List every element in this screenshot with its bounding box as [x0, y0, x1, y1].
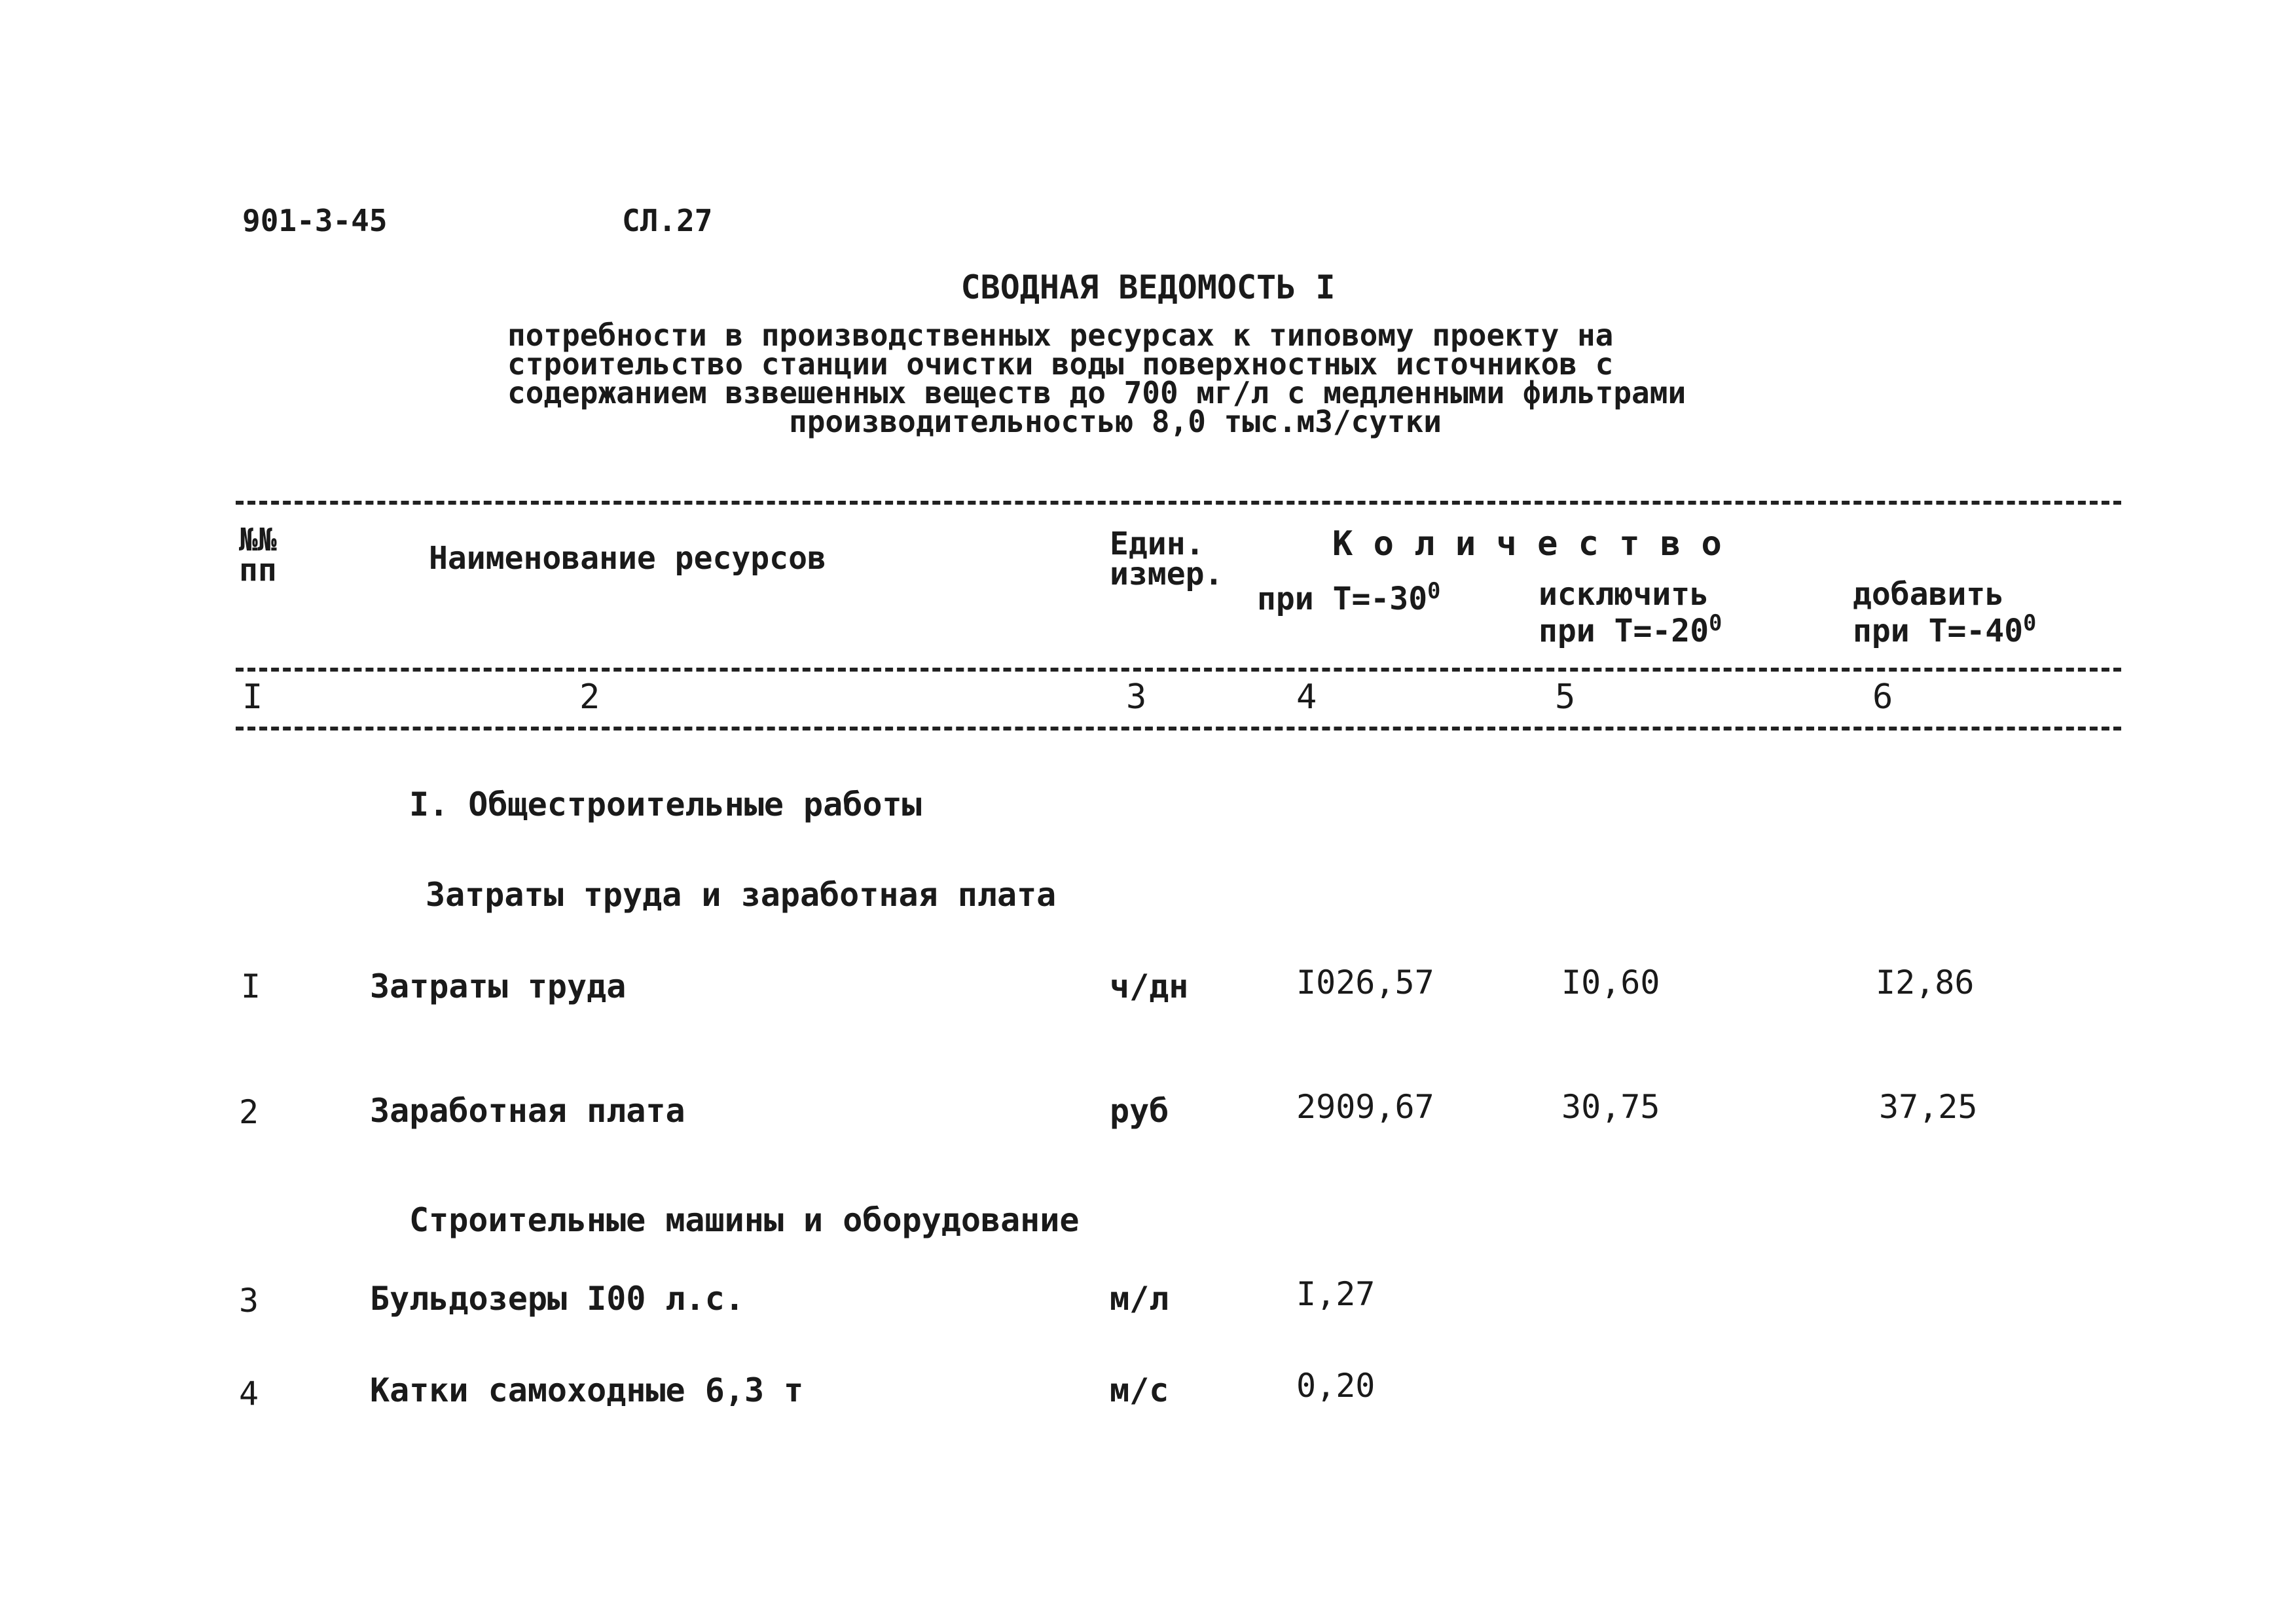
col-number-2: 2	[579, 677, 600, 717]
header-unit-line-1: Един.	[1110, 526, 1205, 562]
header-num-line-1: №№	[239, 522, 277, 558]
section-title: I. Общестроительные работы	[409, 785, 922, 823]
col-number-3: 3	[1126, 677, 1147, 717]
row-resource-name: Катки самоходные 6,3 т	[370, 1371, 804, 1409]
header-num-line-2: пп	[239, 552, 277, 588]
row-resource-name: Заработная плата	[370, 1092, 685, 1130]
row-number: 3	[239, 1282, 259, 1320]
col-number-6: 6	[1872, 677, 1893, 717]
row-qty-exclude: 30,75	[1561, 1088, 1660, 1126]
sheet-number: СЛ.27	[622, 203, 713, 238]
row-qty-t30: I026,57	[1296, 964, 1434, 1001]
document-code: 901-3-45	[242, 203, 388, 238]
header-quantity: К о л и ч е с т в о	[1332, 524, 1722, 564]
subtitle-line-1: потребности в производственных ресурсах к типовому проекту на	[507, 317, 1614, 353]
col-number-4: 4	[1296, 677, 1317, 717]
header-exclude-line-2: при $Т=-20^0$	[1539, 610, 1722, 649]
row-qty-t30: 2909,67	[1296, 1088, 1434, 1126]
header-rule-bottom	[236, 727, 2121, 731]
header-resource-name: Наименование ресурсов	[429, 540, 826, 577]
group-title-labor: Затраты труда и заработная плата	[426, 876, 1057, 914]
row-number: 4	[239, 1375, 259, 1413]
col-number-5: 5	[1555, 677, 1576, 717]
row-qty-exclude: I0,60	[1561, 964, 1660, 1001]
row-qty-add: I2,86	[1876, 964, 1975, 1001]
header-rule-top	[236, 501, 2121, 505]
row-number: I	[241, 967, 261, 1005]
row-qty-t30: I,27	[1296, 1275, 1376, 1313]
header-add-line-2: при $Т=-40^0$	[1853, 610, 2037, 649]
subtitle-line-2: строительство станции очистки воды поверхностных источников с	[507, 346, 1614, 382]
header-add-line-1: добавить	[1853, 576, 2005, 613]
header-qty-t30: при $Т=-30^0$	[1257, 578, 1441, 617]
subtitle-line-4: производительностью 8,0 тыс.м3/сутки	[789, 404, 1442, 439]
row-unit: ч/дн	[1110, 967, 1189, 1005]
row-unit: руб	[1110, 1092, 1169, 1130]
subtitle-line-3: содержанием взвешенных веществ до 700 мг/л с медленными фильтрами	[507, 375, 1686, 410]
row-qty-add: 37,25	[1879, 1088, 1978, 1126]
row-number: 2	[239, 1093, 259, 1131]
row-unit: м/л	[1110, 1280, 1169, 1318]
document-title: СВОДНАЯ ВЕДОМОСТЬ I	[960, 268, 1336, 306]
col-number-1: I	[242, 677, 263, 717]
row-qty-t30: 0,20	[1296, 1367, 1376, 1405]
header-exclude-line-1: исключить	[1539, 576, 1709, 613]
row-unit: м/с	[1110, 1371, 1169, 1409]
header-rule-middle	[236, 668, 2121, 672]
group-title-machines: Строительные машины и оборудование	[409, 1201, 1080, 1239]
row-resource-name: Бульдозеры I00 л.с.	[370, 1280, 744, 1318]
row-resource-name: Затраты труда	[370, 967, 627, 1005]
header-unit-line-2: измер.	[1110, 556, 1224, 592]
